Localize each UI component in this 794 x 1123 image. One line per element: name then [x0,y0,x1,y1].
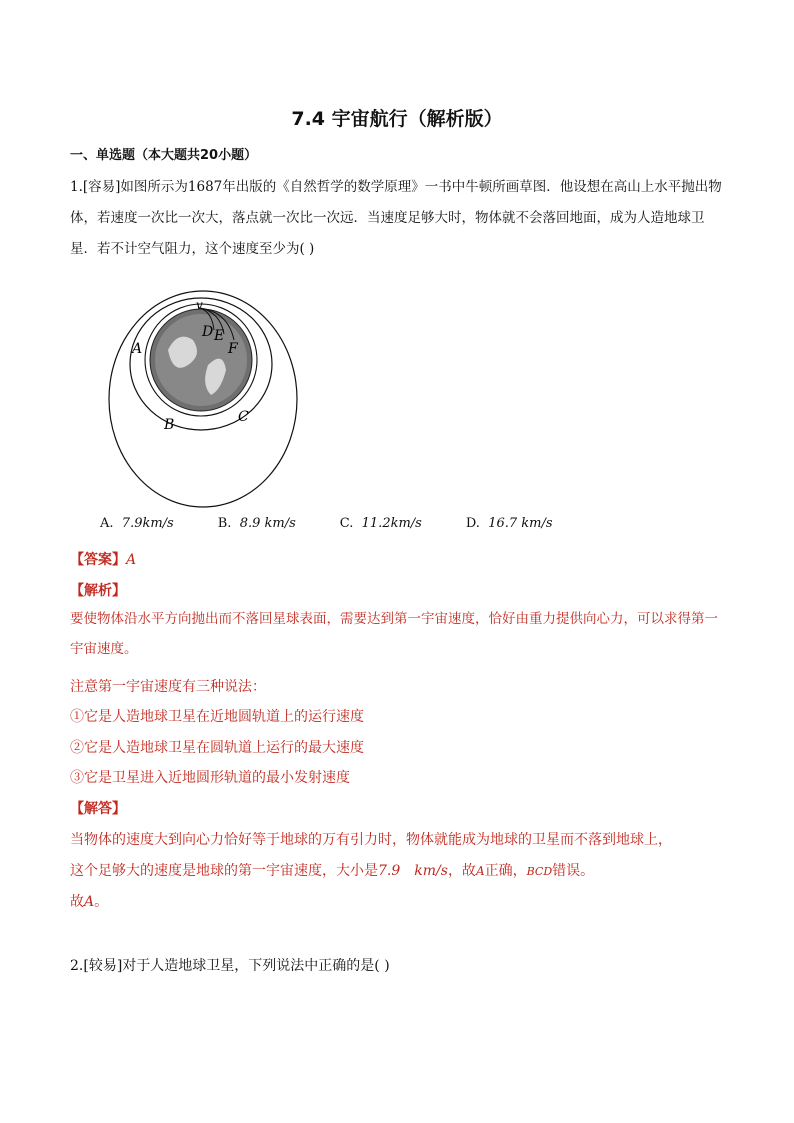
label-f: F [228,341,238,357]
question-1-text: 1.[容易]如图所示为1687年出版的《自然哲学的数学原理》一书中牛顿所画草图．他设想在高山上水平抛出物体，若速度一次比一次大，落点就一次比一次远．当速度足够大时，物体就不会落回地面，成为人造地球卫星．若不计空气阻力，这个速度至少为( ) [70,179,722,257]
note-2: ②它是人造地球卫星在圆轨道上运行的最大速度 [70,740,364,756]
question-1-options [100,516,700,531]
note-intro: 注意第一宇宙速度有三种说法： [70,679,266,695]
answer-value: A [126,552,137,568]
earth-texture [155,314,247,406]
note-3: ③它是卫星进入近地圆形轨道的最小发射速度 [70,770,350,786]
newton-cannon-figure [108,290,298,510]
section-heading: 一、单选题（本大题共20小题） [70,148,258,163]
question-2-text: 2.[较易]对于人造地球卫星，下列说法中正确的是( ) [70,958,390,974]
page-title: 7.4 宇宙航行（解析版） [291,108,503,130]
answer-line [70,549,136,569]
label-d: D [202,324,214,340]
solution-line-1: 当物体的速度大到向心力恰好等于地球的万有引力时，物体就能成为地球的卫星而不落到地球上， [70,832,672,848]
option-c[interactable]: C. 11.2km/s [339,516,422,531]
option-b[interactable]: B. 8.9 km/s [217,516,296,531]
label-v: v [196,298,203,312]
conclusion-line: 故A。 [70,894,109,910]
note-1: ①它是人造地球卫星在近地圆轨道上的运行速度 [70,709,364,725]
option-d[interactable]: D. 16.7 km/s [465,516,553,531]
solution-label: 【解答】 [70,801,126,817]
analysis-label: 【解析】 [70,583,126,599]
option-a[interactable]: A. 7.9km/s [100,516,174,531]
solution-line-2: 这个足够大的速度是地球的第一宇宙速度，大小是7.9 km/s，故A正确，BCD错误。 [70,863,595,879]
label-b: B [164,417,175,433]
answer-label: 【答案】 [70,552,126,568]
analysis-text: 要使物体沿水平方向抛出而不落回星球表面，需要达到第一宇宙速度，恰好由重力提供向心力，可以求得第一宇宙速度。 [70,611,718,657]
label-a: A [132,341,143,357]
label-c: C [238,409,249,425]
label-e: E [214,328,225,344]
